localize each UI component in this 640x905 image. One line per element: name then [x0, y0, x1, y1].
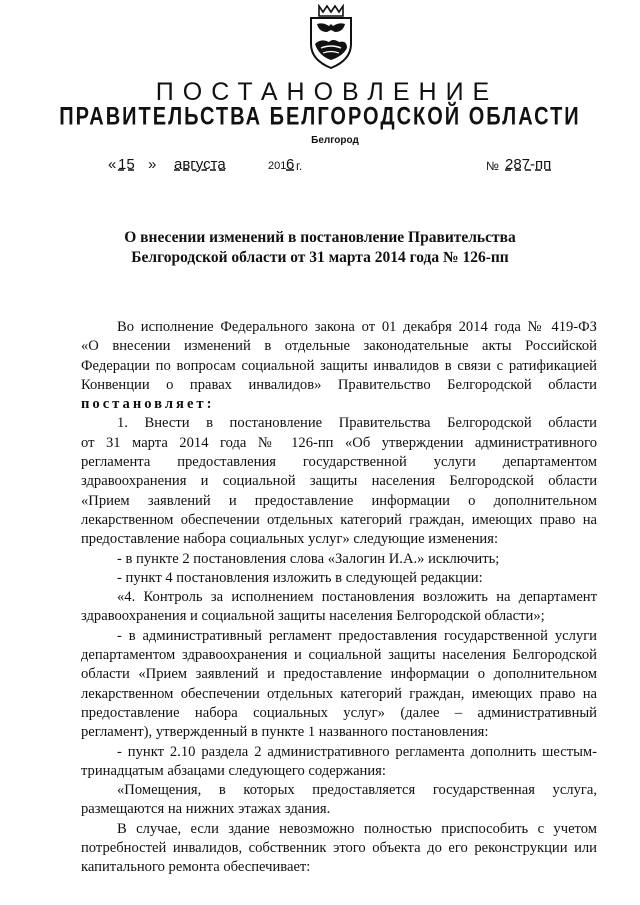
city-label: Белгород: [311, 135, 359, 146]
body-line: капитального ремонта обеспечивает:: [81, 859, 311, 876]
body-line: предоставление набора социальных услуг» (далее – административный: [81, 704, 597, 721]
body-line: тринадцатым абзацами следующего содержания:: [81, 762, 386, 779]
body-line: области «Прием заявлений и предоставление информации о дополнительном: [81, 666, 597, 683]
body-line: лекарственном обеспечении отдельных категорий граждан, имеющих право на: [81, 685, 597, 702]
body-line: Во исполнение Федерального закона от 01 декабря 2014 года № 419-ФЗ: [117, 319, 597, 335]
date-year-unit: г.: [296, 159, 303, 173]
body-line: здравоохранения и социальной защиты населения Белгородской области: [81, 473, 597, 490]
body-line: Конвенции о правах инвалидов» Правительство Белгородской области: [81, 376, 597, 393]
body-line: предоставление набора социальных услуг» следующие изменения:: [81, 531, 499, 548]
body-line: «4. Контроль за исполнением постановления возложить на департамент: [117, 589, 597, 606]
body-line: департаментом здравоохранения и социальной защиты населения Белгородской: [81, 647, 597, 664]
document-title: [90, 228, 550, 268]
document-title-line: О внесении изменений в постановление Правительства: [124, 229, 516, 246]
document-body: [81, 318, 597, 878]
body-line: «О внесении изменений в отдельные законодательные акты Российской: [81, 338, 597, 355]
date-year-suffix: 6: [286, 156, 295, 173]
date-year-prefix: 201: [268, 160, 287, 172]
document-type-heading: ПОСТАНОВЛЕНИЕ: [155, 78, 499, 106]
date-month: августа: [174, 156, 226, 173]
body-line: - в административный регламент предоставления государственной услуги: [117, 627, 597, 644]
body-line: регламент), утвержденный в пункте 1 названного постановления:: [81, 724, 489, 741]
body-line: от 31 марта 2014 года № 126-пп «Об утверждении административного: [81, 434, 597, 451]
document-number: 287-пп: [505, 156, 552, 173]
date-open-quote: «: [108, 156, 117, 173]
body-line: - пункт 2.10 раздела 2 административного регламента дополнить шестым-: [117, 743, 597, 760]
body-line: лекарственном обеспечении отдельных категорий граждан, имеющих право на: [81, 511, 597, 528]
resolves-word: постановляет:: [81, 396, 215, 413]
number-label: №: [486, 159, 499, 173]
body-line: «Помещения, в которых предоставляется государственная услуга,: [117, 782, 597, 799]
body-line: 1. Внести в постановление Правительства Белгородской области: [117, 415, 597, 432]
body-line: регламента предоставления государственной услуги департаментом: [81, 454, 597, 471]
date-day: 15: [118, 156, 135, 173]
body-line: «Прием заявлений и предоставление информации о дополнительном: [81, 492, 597, 509]
coat-of-arms-icon: [303, 4, 359, 70]
body-line: В случае, если здание невозможно полностью приспособить с учетом: [117, 820, 597, 837]
body-line: Федерации по вопросам социальной защиты инвалидов в связи с ратификацией: [81, 357, 597, 374]
document-title-line: Белгородской области от 31 марта 2014 года № 126-пп: [131, 249, 509, 266]
issuer-heading: ПРАВИТЕЛЬСТВА БЕЛГОРОДСКОЙ ОБЛАСТИ: [59, 103, 581, 131]
body-line: размещаются на нижних этажах здания.: [81, 801, 331, 818]
body-line: - пункт 4 постановления изложить в следующей редакции:: [117, 569, 483, 586]
body-line: потребностей инвалидов, собственник этого объекта до его реконструкции или: [81, 840, 597, 857]
date-number-line: [108, 156, 552, 178]
body-line: здравоохранения и социальной защиты населения Белгородской области»;: [81, 608, 545, 625]
body-line: - в пункте 2 постановления слова «Залогин И.А.» исключить;: [117, 550, 500, 567]
date-close-quote: »: [148, 156, 157, 173]
